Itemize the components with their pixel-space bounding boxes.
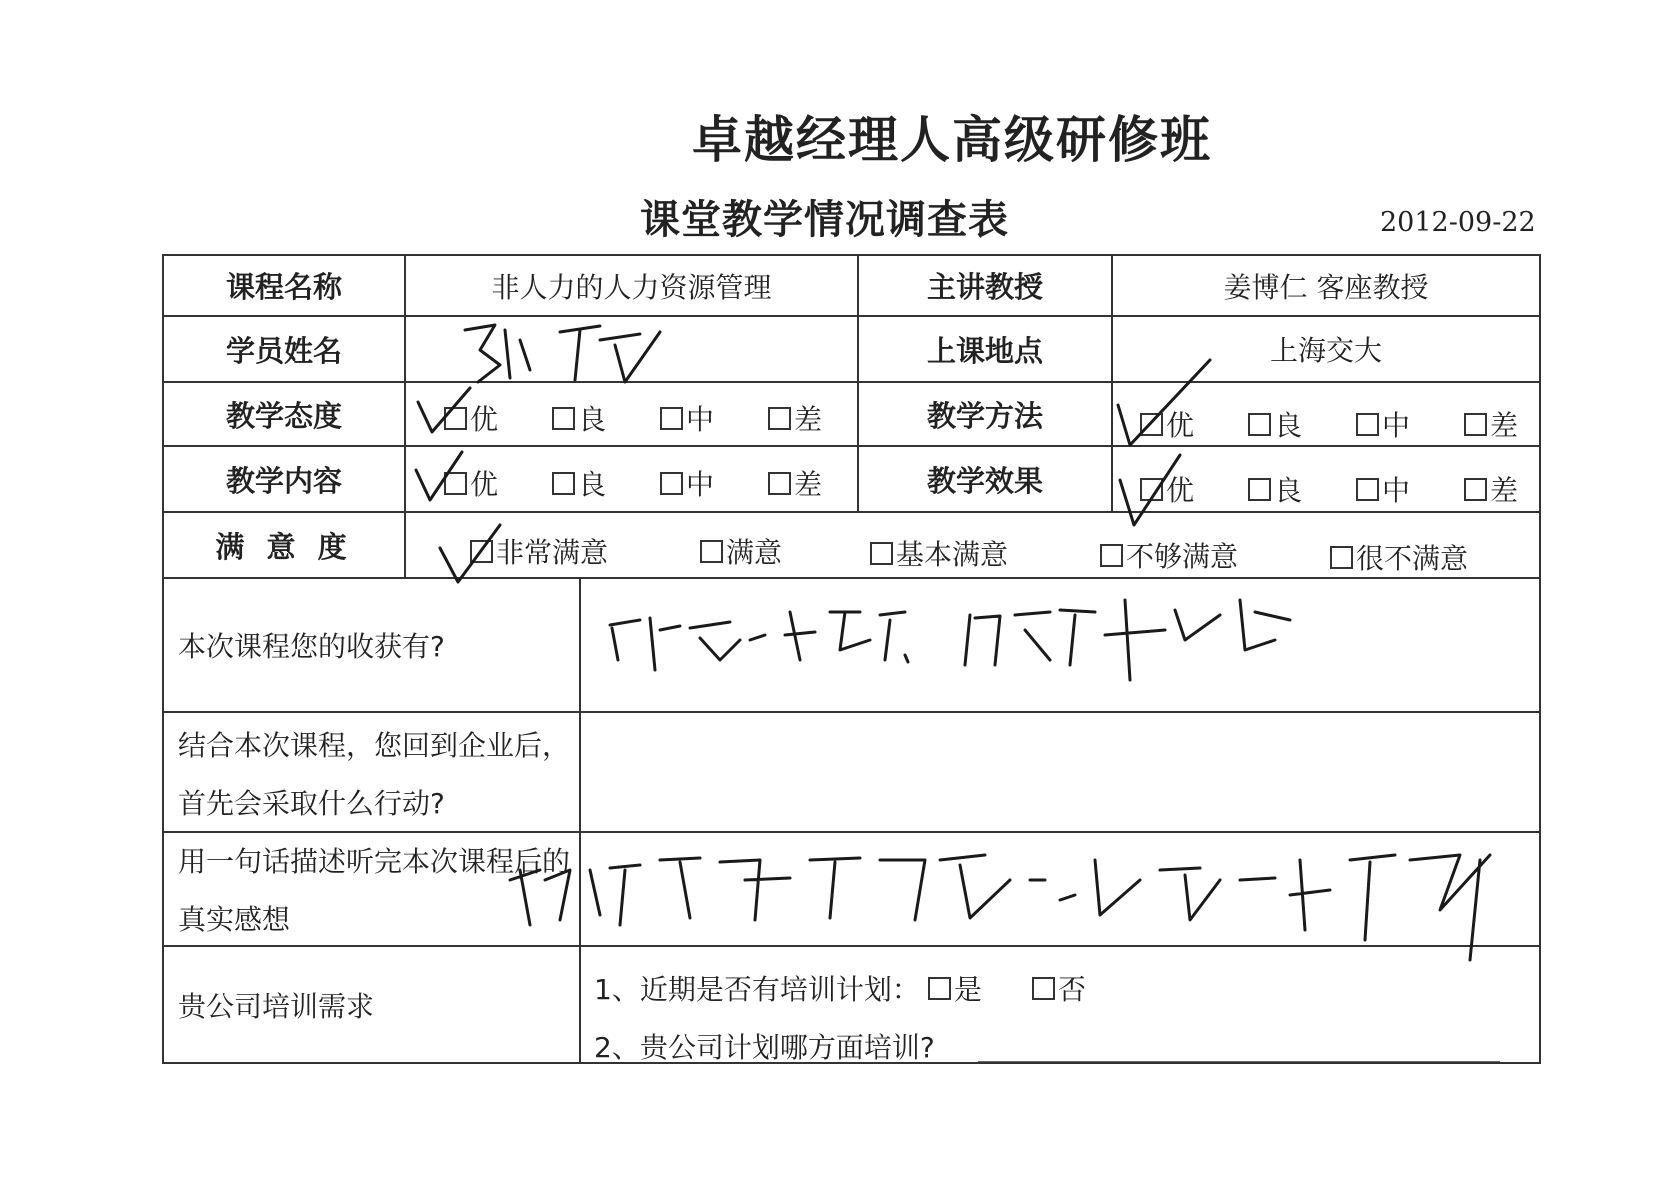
checkbox-icon — [444, 407, 467, 430]
checkbox-icon — [1140, 413, 1163, 436]
effect-option-good[interactable]: 良 — [1248, 469, 1302, 509]
action-question: 结合本次课程，您回到企业后，首先会采取什么行动? — [178, 729, 571, 820]
checkbox-icon — [552, 472, 575, 495]
method-option-poor[interactable]: 差 — [1464, 404, 1518, 444]
attitude-label: 教学态度 — [225, 398, 342, 433]
location-label: 上课地点 — [926, 333, 1043, 368]
plan-yes-option[interactable]: 是 — [928, 968, 982, 1008]
form-date: 2012-09-22 — [1380, 207, 1536, 238]
checkbox-icon — [1248, 413, 1271, 436]
checkbox-icon — [1356, 478, 1379, 501]
effect-option-poor[interactable]: 差 — [1464, 469, 1518, 509]
attitude-option-poor[interactable]: 差 — [768, 398, 822, 438]
checkbox-icon — [1464, 413, 1487, 436]
method-option-medium[interactable]: 中 — [1356, 404, 1410, 444]
student-name-label: 学员姓名 — [225, 333, 342, 368]
checkbox-icon — [660, 472, 683, 495]
content-option-poor[interactable]: 差 — [768, 463, 822, 503]
area-question: 2、贵公司计划哪方面培训? — [594, 1031, 935, 1064]
checkbox-icon — [660, 407, 683, 430]
demand-label: 贵公司培训需求 — [178, 989, 375, 1023]
checkbox-icon — [1356, 413, 1379, 436]
satisfaction-option-very[interactable]: 非常满意 — [470, 531, 608, 571]
checkbox-icon — [552, 407, 575, 430]
gain-question: 本次课程您的收获有? — [178, 630, 445, 663]
attitude-option-good[interactable]: 良 — [552, 398, 606, 438]
method-label: 教学方法 — [926, 398, 1043, 433]
course-name-label: 课程名称 — [225, 270, 342, 304]
checkbox-icon — [1032, 977, 1055, 1000]
checkbox-icon — [870, 542, 893, 565]
plan-no-option[interactable]: 否 — [1032, 968, 1086, 1008]
method-option-good[interactable]: 良 — [1248, 404, 1302, 444]
satisfaction-option-basic[interactable]: 基本满意 — [870, 533, 1008, 573]
checkbox-icon — [444, 472, 467, 495]
checkbox-icon — [470, 540, 493, 563]
satisfaction-option-very-unsatisfied[interactable]: 很不满意 — [1330, 537, 1468, 577]
checkbox-icon — [1248, 478, 1271, 501]
checkbox-icon — [700, 540, 723, 563]
checkbox-icon — [1100, 544, 1123, 567]
satisfaction-option-satisfied[interactable]: 满意 — [700, 531, 782, 571]
content-label: 教学内容 — [225, 463, 342, 498]
plan-question: 1、近期是否有培训计划： — [594, 973, 920, 1006]
effect-label: 教学效果 — [926, 463, 1043, 498]
content-option-medium[interactable]: 中 — [660, 463, 714, 503]
form-subtitle: 课堂教学情况调查表 — [640, 197, 1009, 243]
attitude-option-medium[interactable]: 中 — [660, 398, 714, 438]
content-option-good[interactable]: 良 — [552, 463, 606, 503]
checkbox-icon — [928, 977, 951, 1000]
instructor-label: 主讲教授 — [926, 270, 1043, 304]
checkbox-icon — [768, 407, 791, 430]
effect-option-medium[interactable]: 中 — [1356, 469, 1410, 509]
checkbox-icon — [1464, 478, 1487, 501]
form-title: 卓越经理人高级研修班 — [692, 111, 1212, 169]
checkbox-icon — [1330, 546, 1353, 569]
method-option-excellent[interactable]: 优 — [1140, 404, 1194, 444]
content-option-excellent[interactable]: 优 — [444, 463, 498, 503]
plan-question-row — [594, 968, 1086, 1008]
satisfaction-label: 满 意 度 — [215, 529, 353, 564]
effect-option-excellent[interactable]: 优 — [1140, 469, 1194, 509]
course-name-value: 非人力的人力资源管理 — [491, 270, 772, 304]
checkbox-icon — [768, 472, 791, 495]
attitude-option-excellent[interactable]: 优 — [444, 398, 498, 438]
instructor-value: 姜博仁 客座教授 — [1223, 270, 1429, 304]
location-value: 上海交大 — [1269, 334, 1382, 367]
satisfaction-option-not-enough[interactable]: 不够满意 — [1100, 535, 1238, 575]
feeling-question: 用一句话描述听完本次课程后的真实感想 — [178, 845, 571, 936]
checkbox-icon — [1140, 478, 1163, 501]
training-area-field[interactable] — [978, 1024, 1498, 1060]
